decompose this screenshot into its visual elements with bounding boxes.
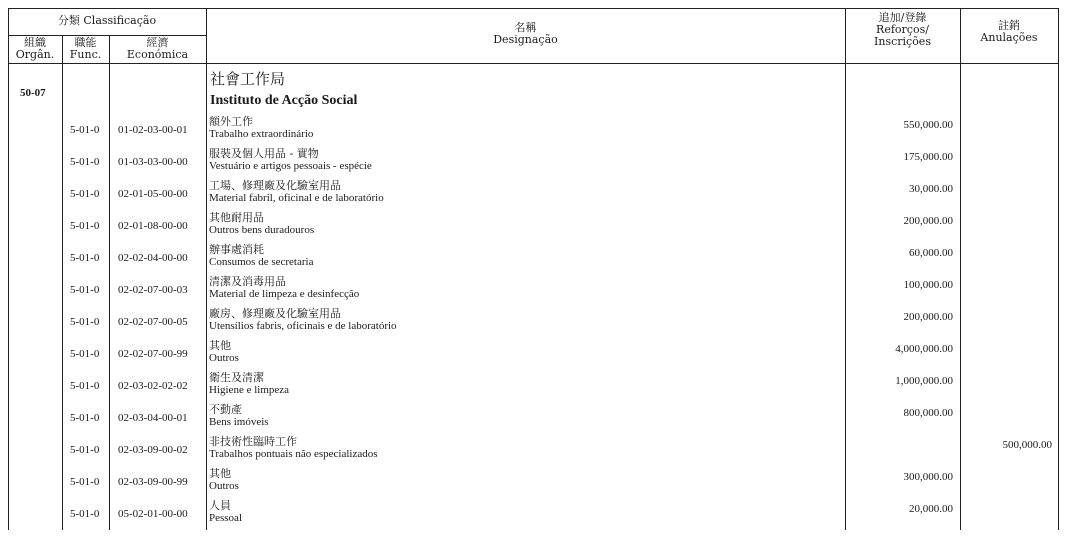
table-row: [0, 499, 1067, 531]
designation-pt: Bens imóveis: [209, 416, 269, 428]
header-top-rule: [8, 8, 1058, 9]
table-row: [0, 211, 1067, 243]
table-row: [0, 243, 1067, 275]
function-code: 5-01-0: [70, 188, 100, 200]
reforco-amount: 4,000,000.00: [895, 343, 953, 355]
table-row: [0, 275, 1067, 307]
department-name-pt: Instituto de Acção Social: [210, 93, 358, 108]
table-row: [0, 179, 1067, 211]
table-row: [0, 339, 1067, 371]
designation-pt: Vestuário e artigos pessoais - espécie: [209, 160, 372, 172]
designation-zh: 其他: [209, 467, 231, 480]
designation-zh: 服裝及個人用品 - 實物: [209, 147, 319, 160]
economic-code: 02-03-09-00-99: [118, 476, 188, 488]
function-code: 5-01-0: [70, 316, 100, 328]
function-code: 5-01-0: [70, 220, 100, 232]
economic-code: 01-03-03-00-00: [118, 156, 188, 168]
reforco-amount: 800,000.00: [903, 407, 953, 419]
department-name-zh: 社會工作局: [210, 70, 286, 88]
table-row: [0, 467, 1067, 499]
designation-zh: 非技術性臨時工作: [209, 435, 297, 448]
econ-header: 經濟 Económica: [126, 36, 189, 61]
designation-zh: 其他: [209, 339, 231, 352]
reforco-amount: 200,000.00: [903, 215, 953, 227]
reforco-amount: 20,000.00: [909, 503, 953, 515]
designation-zh: 清潔及消毒用品: [209, 275, 286, 288]
reforco-amount: 1,000,000.00: [895, 375, 953, 387]
economic-code: 02-02-07-00-99: [118, 348, 188, 360]
organ-header: 組織 Orgân.: [15, 36, 55, 61]
economic-code: 02-01-05-00-00: [118, 188, 188, 200]
function-code: 5-01-0: [70, 508, 100, 520]
designation-pt: Consumos de secretaria: [209, 256, 314, 268]
designation-zh: 辦事處消耗: [209, 243, 264, 256]
designation-pt: Outros: [209, 480, 239, 492]
designation-zh: 不動產: [209, 403, 242, 416]
anulacao-amount: 500,000.00: [1002, 439, 1052, 451]
designation-zh: 其他耐用品: [209, 211, 264, 224]
designation-pt: Material de limpeza e desinfecção: [209, 288, 360, 300]
economic-code: 02-02-04-00-00: [118, 252, 188, 264]
designation-pt: Material fabril, oficinal e de laboratório: [209, 192, 384, 204]
organ-code: 50-07: [20, 87, 46, 99]
designation-pt: Trabalhos pontuais não especializados: [209, 448, 378, 460]
designation-zh: 額外工作: [209, 115, 253, 128]
reforco-amount: 550,000.00: [903, 119, 953, 131]
designation-pt: Trabalho extraordinário: [209, 128, 314, 140]
function-code: 5-01-0: [70, 412, 100, 424]
designation-zh: 人員: [209, 499, 231, 512]
reforcos-header: 追加/登錄 Reforços/ Inscrições: [874, 11, 931, 48]
designation-pt: Outros: [209, 352, 239, 364]
economic-code: 02-03-04-00-01: [118, 412, 188, 424]
reforco-amount: 175,000.00: [903, 151, 953, 163]
economic-code: 02-01-08-00-00: [118, 220, 188, 232]
function-code: 5-01-0: [70, 380, 100, 392]
table-row: [0, 371, 1067, 403]
anulacoes-header: 註銷 Anulações: [980, 19, 1038, 44]
designation-zh: 工場、修理廠及化驗室用品: [209, 179, 341, 192]
function-code: 5-01-0: [70, 444, 100, 456]
table-row: [0, 147, 1067, 179]
designation-zh: 衛生及清潔: [209, 371, 264, 384]
function-code: 5-01-0: [70, 284, 100, 296]
function-code: 5-01-0: [70, 156, 100, 168]
economic-code: 02-02-07-00-03: [118, 284, 188, 296]
function-code: 5-01-0: [70, 348, 100, 360]
table-row: [0, 435, 1067, 467]
designation-pt: Pessoal: [209, 512, 242, 524]
designation-zh: 廠房、修理廠及化驗室用品: [209, 307, 341, 320]
function-code: 5-01-0: [70, 476, 100, 488]
table-row: [0, 307, 1067, 339]
function-code: 5-01-0: [70, 252, 100, 264]
func-header: 職能 Func.: [69, 36, 102, 61]
classification-header: 分類 Classificação: [57, 14, 157, 27]
table-row: [0, 403, 1067, 435]
economic-code: 02-02-07-00-05: [118, 316, 188, 328]
header-bottom-rule: [8, 63, 1058, 64]
economic-code: 02-03-09-00-02: [118, 444, 188, 456]
designation-pt: Outros bens duradouros: [209, 224, 315, 236]
table-row: [0, 115, 1067, 147]
designation-pt: Higiene e limpeza: [209, 384, 290, 396]
reforco-amount: 100,000.00: [903, 279, 953, 291]
designation-pt: Utensílios fabris, oficinais e de laboratório: [209, 320, 397, 332]
reforco-amount: 30,000.00: [909, 183, 953, 195]
reforco-amount: 60,000.00: [909, 247, 953, 259]
economic-code: 01-02-03-00-01: [118, 124, 188, 136]
designation-header: 名稱 Designação: [493, 21, 558, 46]
reforco-amount: 300,000.00: [903, 471, 953, 483]
economic-code: 02-03-02-02-02: [118, 380, 188, 392]
function-code: 5-01-0: [70, 124, 100, 136]
economic-code: 05-02-01-00-00: [118, 508, 188, 520]
reforco-amount: 200,000.00: [903, 311, 953, 323]
